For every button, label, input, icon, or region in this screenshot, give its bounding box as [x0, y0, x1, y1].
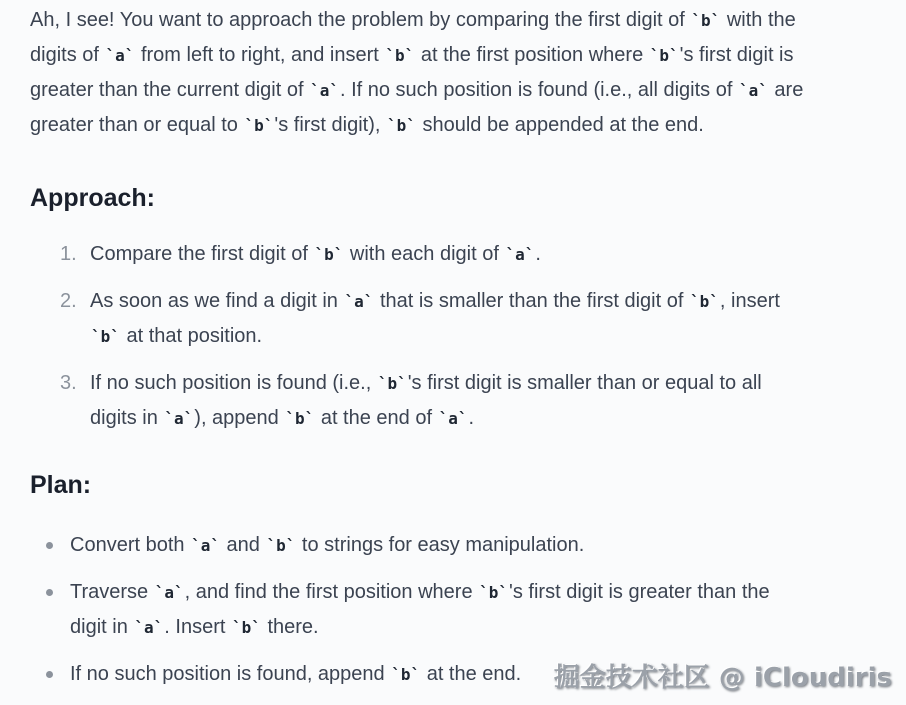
watermark: 掘金技术社区 @ iCloudiris	[553, 663, 892, 693]
inline-code: `b`	[244, 116, 274, 135]
inline-code: `b`	[385, 46, 415, 65]
inline-code: `b`	[391, 665, 421, 684]
list-item: If no such position is found (i.e., `b`'s first digit is smaller than or equal to all digits in `a`), append `b` at the end of `a`.	[90, 372, 762, 429]
inline-code: `a`	[105, 46, 135, 65]
list-item: Traverse `a`, and find the first position where `b`'s first digit is greater than the digit in `a`. Insert `b` there.	[70, 575, 792, 645]
inline-code: `b`	[691, 11, 721, 30]
list-item: Convert both `a` and `b` to strings for easy manipulation.	[70, 528, 792, 563]
inline-code: `b`	[689, 292, 719, 311]
inline-code: `b`	[91, 327, 120, 346]
inline-code: `b`	[649, 46, 679, 65]
approach-heading: Approach:	[30, 184, 155, 212]
list-item: Compare the first digit of `b` with each digit of `a`.	[90, 243, 541, 265]
inline-code: `b`	[387, 116, 416, 135]
inline-code: `b`	[377, 374, 407, 393]
inline-code: `a`	[191, 536, 220, 555]
list-item: As soon as we find a digit in `a` that is smaller than the first digit of `b`, insert `b` at that position.	[90, 290, 780, 347]
inline-code: `a`	[505, 245, 535, 264]
inline-code: `a`	[164, 409, 194, 428]
inline-code: `a`	[738, 81, 768, 100]
inline-code: `b`	[314, 245, 344, 264]
approach-list	[30, 237, 876, 436]
inline-code: `a`	[438, 409, 468, 428]
plan-heading: Plan:	[30, 471, 92, 499]
intro-paragraph: Ah, I see! You want to approach the problem by comparing the first digit of `b` with the digits of `a` from left to right, and insert `b` at the first position where `b`'s first digit is greater than the current digit of `a`. If no such position is found (i.e., all digits of `a` are greater than or equal to `b`'s first digit), `b` should be appended at the end.	[30, 9, 804, 136]
inline-code: `a`	[310, 81, 339, 100]
inline-code: `b`	[266, 536, 296, 555]
inline-code: `b`	[231, 618, 261, 637]
list-item: If no such position is found, append `b` at the end.	[70, 657, 792, 692]
inline-code: `a`	[154, 583, 184, 602]
inline-code: `b`	[479, 583, 509, 602]
inline-code: `a`	[134, 618, 164, 637]
inline-code: `b`	[285, 409, 315, 428]
inline-code: `a`	[344, 292, 374, 311]
